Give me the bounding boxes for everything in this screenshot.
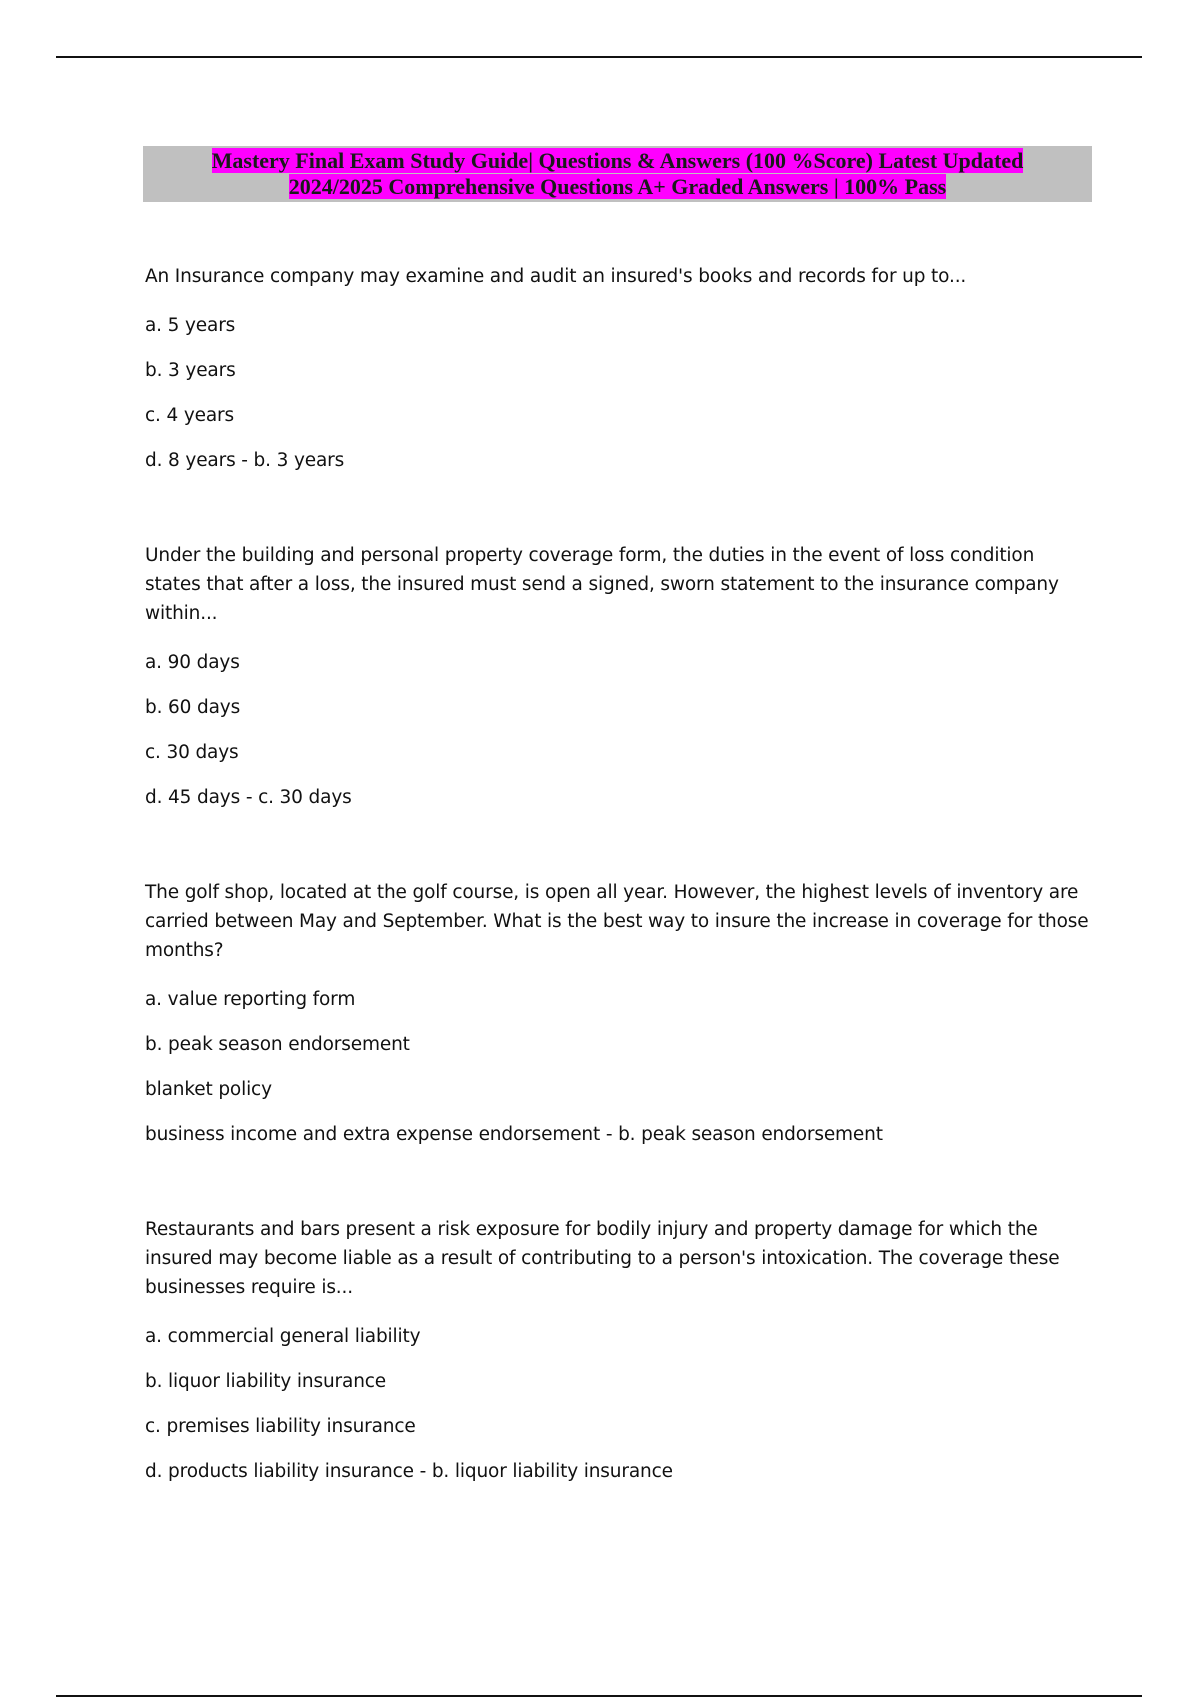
answer-option: b. peak season endorsement <box>145 1034 410 1055</box>
question-block-1 <box>145 262 1095 475</box>
answer-option: a. 90 days <box>145 652 240 673</box>
answer-option: c. premises liability insurance <box>145 1416 416 1437</box>
answer-option: a. commercial general liability <box>145 1326 421 1347</box>
question-text: An Insurance company may examine and audit an insured's books and records for up to... <box>145 266 967 287</box>
question-block-3 <box>145 878 1095 1149</box>
answer-option: b. 3 years <box>145 360 236 381</box>
answer-option: business income and extra expense endorsement - b. peak season endorsement <box>145 1124 883 1145</box>
answer-option: blanket policy <box>145 1079 272 1100</box>
question-block-4 <box>145 1215 1095 1486</box>
question-text: Restaurants and bars present a risk exposure for bodily injury and property damage for which the insured may become liable as a result of contributing to a person's intoxication. The coverage these businesses require is... <box>145 1219 1060 1298</box>
question-text: The golf shop, located at the golf course, is open all year. However, the highest levels of inventory are carried between May and September. What is the best way to insure the increase in coverage for those months? <box>145 882 1089 961</box>
answer-option: d. 45 days - c. 30 days <box>145 787 352 808</box>
question-list <box>145 262 1095 1552</box>
answer-option: c. 4 years <box>145 405 234 426</box>
document-title-banner <box>143 146 1092 202</box>
answer-option: b. liquor liability insurance <box>145 1371 387 1392</box>
question-text: Under the building and personal property coverage form, the duties in the event of loss condition states that after a loss, the insured must send a signed, sworn statement to the insurance company within... <box>145 545 1059 624</box>
footer-rule <box>56 1695 1142 1697</box>
answer-option: a. 5 years <box>145 315 236 336</box>
header-rule <box>56 56 1142 58</box>
title-line-2: 2024/2025 Comprehensive Questions A+ Graded Answers | 100% Pass <box>288 174 947 199</box>
answer-option: d. products liability insurance - b. liquor liability insurance <box>145 1461 673 1482</box>
title-line-1: Mastery Final Exam Study Guide| Questions & Answers (100 %Score) Latest Updated <box>211 148 1024 173</box>
answer-option: c. 30 days <box>145 742 239 763</box>
question-block-2 <box>145 541 1095 812</box>
answer-option: a. value reporting form <box>145 989 356 1010</box>
answer-option: b. 60 days <box>145 697 241 718</box>
answer-option: d. 8 years - b. 3 years <box>145 450 345 471</box>
